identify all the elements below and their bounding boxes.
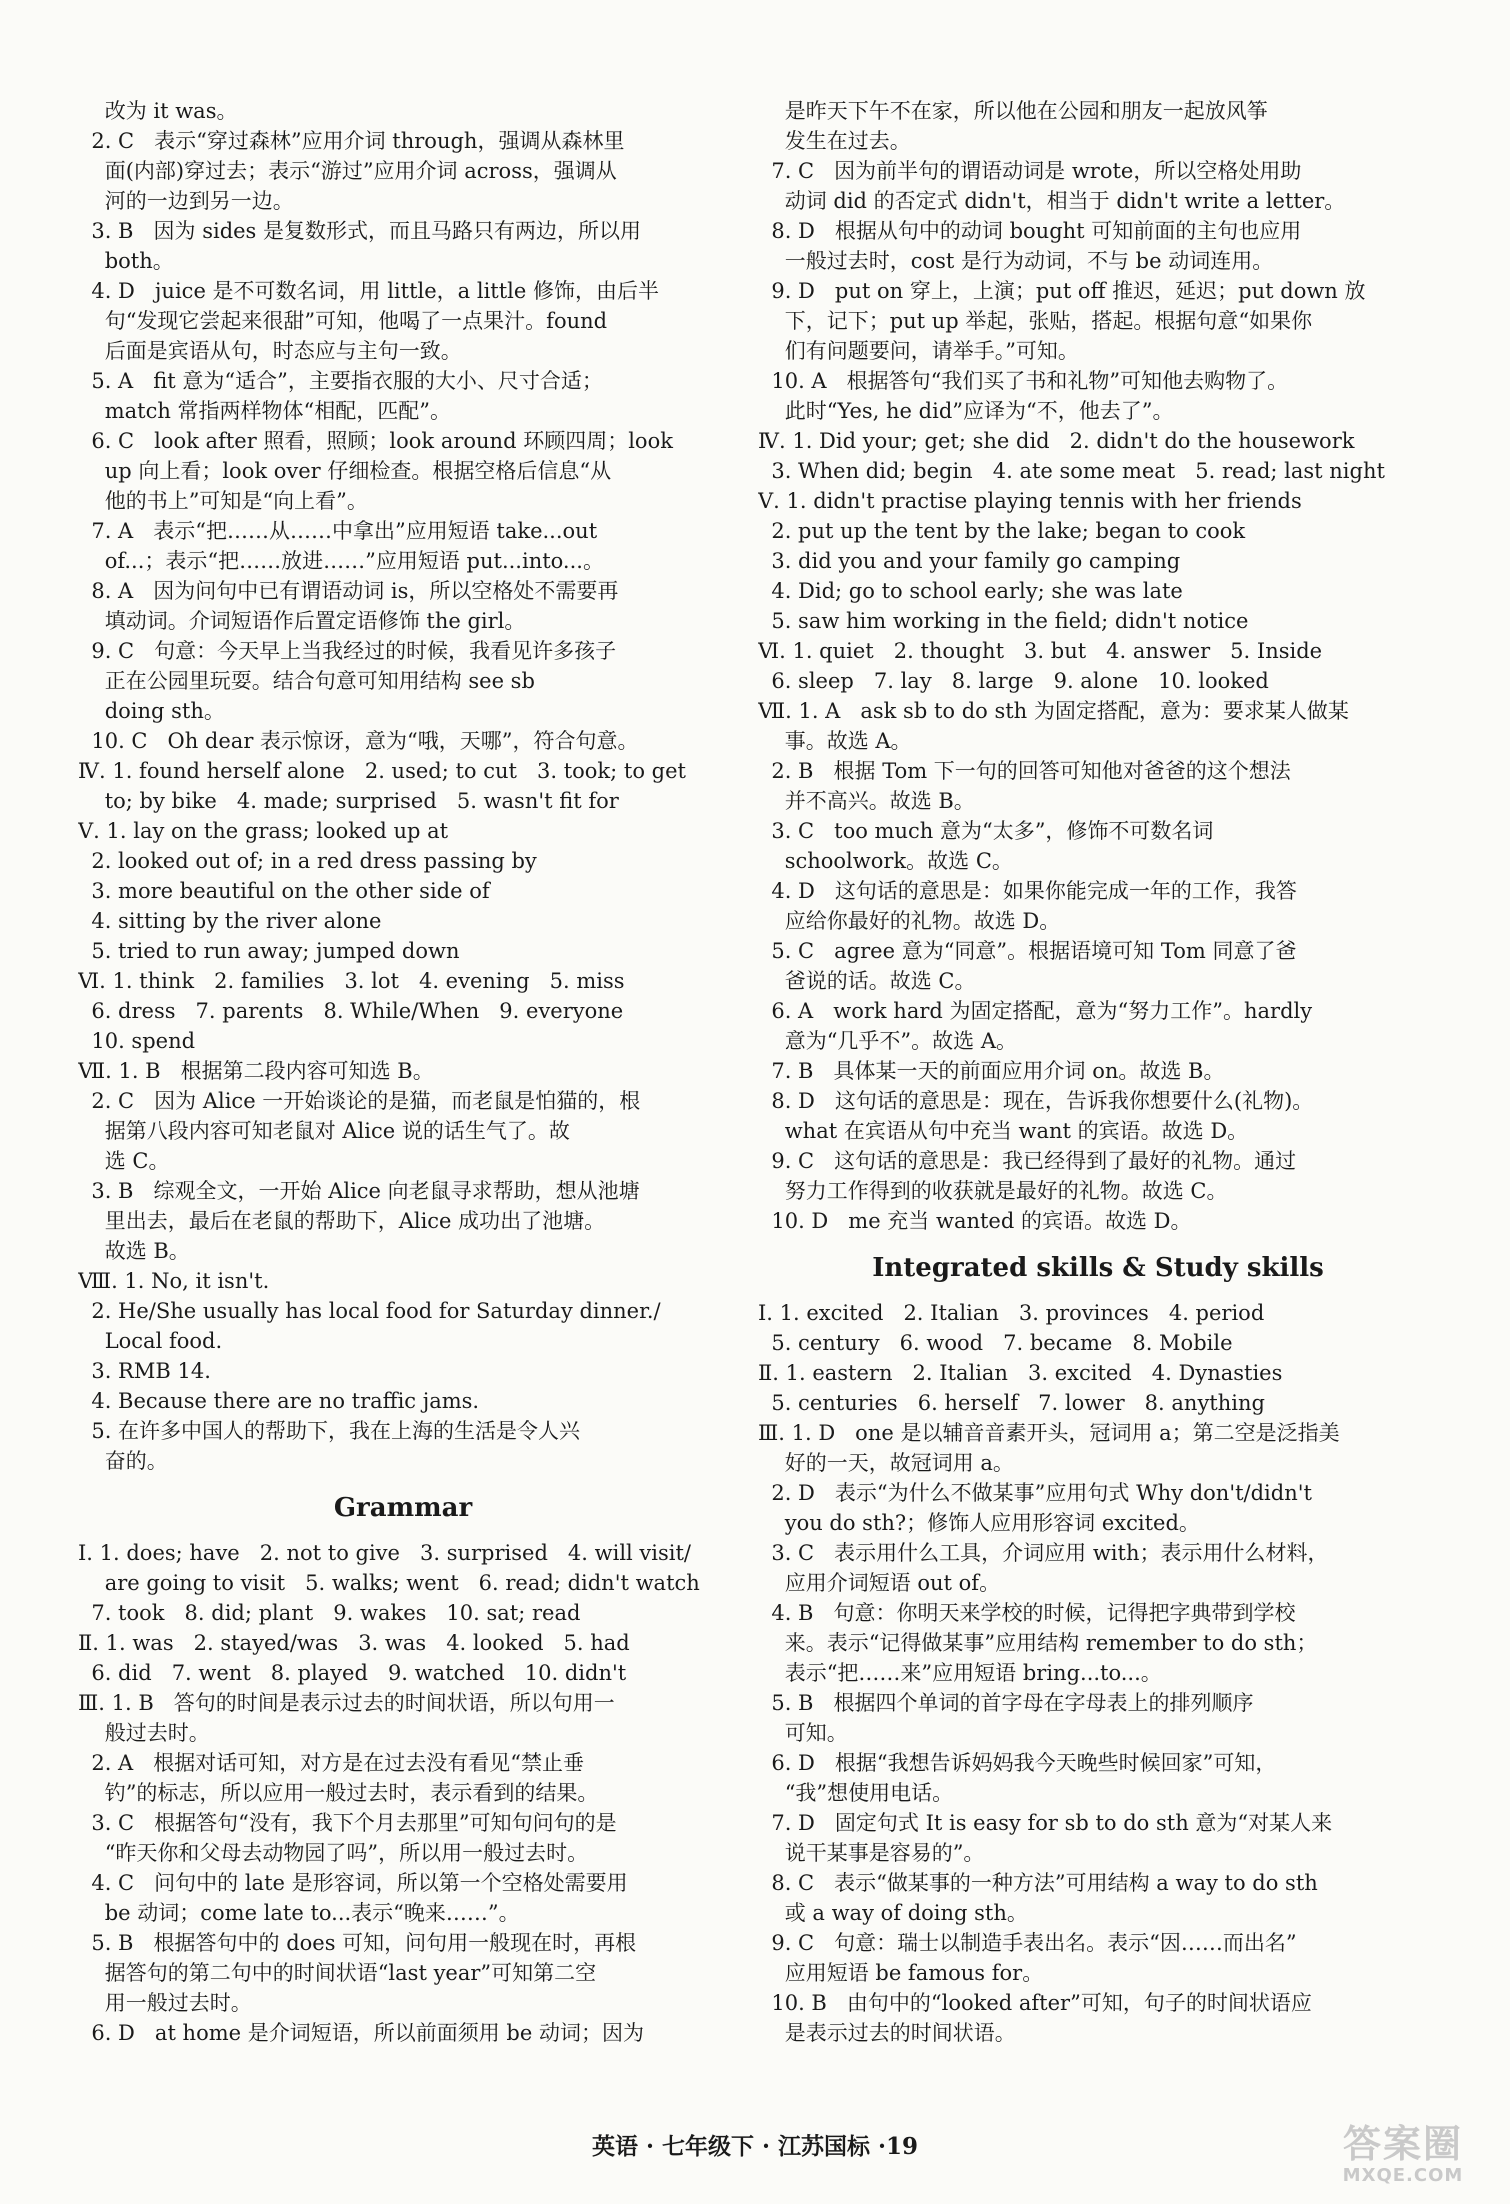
answer-line: schoolwork。故选 C。 (758, 849, 1013, 873)
answer-line: 3. C too much 意为“太多”，修饰不可数名词 (758, 819, 1214, 843)
left-column (78, 96, 728, 2048)
answer-line: 应给你最好的礼物。故选 D。 (758, 909, 1061, 933)
grammar-heading: Grammar (333, 1493, 473, 1523)
answer-line: of...；表示“把……放进……”应用短语 put...into...。 (78, 549, 604, 573)
answer-line: 般过去时。 (78, 1721, 210, 1745)
answer-line: 7. took 8. did; plant 9. wakes 10. sat; read (78, 1601, 581, 1625)
answer-line: 2. put up the tent by the lake; began to cook (758, 519, 1246, 543)
answer-line: 2. looked out of; in a red dress passing by (78, 849, 537, 873)
answer-line: Ⅴ. 1. didn't practise playing tennis with her friends (758, 489, 1302, 513)
answer-line: 说干某事是容易的”。 (758, 1841, 985, 1865)
answer-line: 4. Did; go to school early; she was late (758, 579, 1183, 603)
answer-line: 8. A 因为问句中已有谓语动词 is，所以空格处不需要再 (78, 579, 619, 603)
answer-line: Ⅶ. 1. B 根据第二段内容可知选 B。 (78, 1059, 434, 1083)
answer-line: Ⅳ. 1. Did your; get; she did 2. didn't do the housework (758, 429, 1355, 453)
answer-line: 7. A 表示“把……从……中拿出”应用短语 take...out (78, 519, 598, 543)
answer-line: 事。故选 A。 (758, 729, 912, 753)
answer-line: 他的书上”可知是“向上看”。 (78, 489, 368, 513)
answer-line: 8. D 根据从句中的动词 bought 可知前面的主句也应用 (758, 219, 1302, 243)
answer-line: Ⅲ. 1. D one 是以辅音音素开头，冠词用 a；第二空是泛指美 (758, 1421, 1340, 1445)
answer-line: 努力工作得到的收获就是最好的礼物。故选 C。 (758, 1179, 1228, 1203)
answer-line: 可知。 (758, 1721, 848, 1745)
answer-line: match 常指两样物体“相配，匹配”。 (78, 399, 452, 423)
page-footer: 英语 · 七年级下 · 江苏国标 ·19 (591, 2133, 919, 2160)
right-answers-part1 (758, 96, 1438, 1236)
answer-line: 7. C 因为前半句的谓语动词是 wrote，所以空格处用助 (758, 159, 1302, 183)
answer-line: Local food. (78, 1329, 223, 1353)
answer-line: 填动词。介词短语作后置定语修饰 the girl。 (78, 609, 526, 633)
left-answers-part1 (78, 96, 728, 1476)
answer-line: 一般过去时，cost 是行为动词，不与 be 动词连用。 (758, 249, 1274, 273)
answer-line: 6. did 7. went 8. played 9. watched 10. didn't (78, 1661, 627, 1685)
answer-line: 10. B 由句中的“looked after”可知，句子的时间状语应 (758, 1991, 1312, 2015)
answer-line: 爸说的话。故选 C。 (758, 969, 976, 993)
answer-line: 钓”的标志，所以应用一般过去时，表示看到的结果。 (78, 1781, 599, 1805)
answer-line: 10. D me 充当 wanted 的宾语。故选 D。 (758, 1209, 1192, 1233)
right-answers-part2 (758, 1298, 1438, 2048)
answer-line: “昨天你和父母去动物园了吗”，所以用一般过去时。 (78, 1841, 589, 1865)
answer-line: 5. centuries 6. herself 7. lower 8. anything (758, 1391, 1265, 1415)
answer-line: 5. century 6. wood 7. became 8. Mobile (758, 1331, 1233, 1355)
answer-line: 9. C 句意：瑞士以制造手表出名。表示“因……而出名” (758, 1931, 1297, 1955)
answer-line: Ⅶ. 1. A ask sb to do sth 为固定搭配，意为：要求某人做某 (758, 699, 1349, 723)
answer-line: 据答句的第二句中的时间状语“last year”可知第二空 (78, 1961, 597, 1985)
answer-line: 4. D 这句话的意思是：如果你能完成一年的工作，我答 (758, 879, 1297, 903)
answer-line: Ⅵ. 1. quiet 2. thought 3. but 4. answer 5. Inside (758, 639, 1323, 663)
answer-line: Ⅱ. 1. was 2. stayed/was 3. was 4. looked 5. had (78, 1631, 630, 1655)
answer-line: 意为“几乎不”。故选 A。 (758, 1029, 1018, 1053)
answer-line: 6. D at home 是介词短语，所以前面须用 be 动词；因为 (78, 2021, 644, 2045)
answer-line: 3. RMB 14. (78, 1359, 211, 1383)
answer-line: 此时“Yes, he did”应译为“不，他去了”。 (758, 399, 1174, 423)
watermark-logo (1318, 2122, 1488, 2194)
answer-line: Ⅲ. 1. B 答句的时间是表示过去的时间状语，所以句用一 (78, 1691, 615, 1715)
answer-line: 5. B 根据答句中的 does 可知，问句用一般现在时，再根 (78, 1931, 637, 1955)
answer-line: 6. dress 7. parents 8. While/When 9. everyone (78, 999, 624, 1023)
answer-line: 动词 did 的否定式 didn't，相当于 didn't write a letter。 (758, 189, 1346, 213)
answer-line: 3. C 表示用什么工具，介词应用 with；表示用什么材料， (758, 1541, 1329, 1565)
answer-line: 3. B 因为 sides 是复数形式，而且马路只有两边，所以用 (78, 219, 642, 243)
answer-line: 2. He/She usually has local food for Saturday dinner./ (78, 1299, 661, 1323)
answer-line: 好的一天，故冠词用 a。 (758, 1451, 1014, 1475)
answer-line: doing sth。 (78, 699, 225, 723)
answer-line: 是表示过去的时间状语。 (758, 2021, 1016, 2045)
answer-line: what 在宾语从句中充当 want 的宾语。故选 D。 (758, 1119, 1249, 1143)
answer-line: 4. D juice 是不可数名词，用 little，a little 修饰，由后半 (78, 279, 659, 303)
answer-line: 6. C look after 照看，照顾；look around 环顾四周；look (78, 429, 673, 453)
answer-line: 用一般过去时。 (78, 1991, 252, 2015)
answer-line: 故选 B。 (78, 1239, 190, 1263)
answer-line: 下，记下；put up 举起，张贴，搭起。根据句意“如果你 (758, 309, 1313, 333)
answer-line: 面(内部)穿过去；表示“游过”应用介词 across，强调从 (78, 159, 617, 183)
answer-line: to; by bike 4. made; surprised 5. wasn't fit for (78, 789, 619, 813)
answer-line: 7. D 固定句式 It is easy for sb to do sth 意为“对某人来 (758, 1811, 1333, 1835)
answer-line: 6. A work hard 为固定搭配，意为“努力工作”。hardly (758, 999, 1313, 1023)
answer-line: 3. B 综观全文，一开始 Alice 向老鼠寻求帮助，想从池塘 (78, 1179, 640, 1203)
answer-line: 2. A 根据对话可知，对方是在过去没有看见“禁止垂 (78, 1751, 584, 1775)
answer-line: 2. C 表示“穿过森林”应用介词 through，强调从森林里 (78, 129, 625, 153)
answer-line: 9. C 这句话的意思是：我已经得到了最好的礼物。通过 (758, 1149, 1297, 1173)
answer-line: 5. saw him working in the field; didn't notice (758, 609, 1249, 633)
left-answers-part2 (78, 1538, 728, 2048)
answer-line: 3. more beautiful on the other side of (78, 879, 490, 903)
answer-line: 据第八段内容可知老鼠对 Alice 说的话生气了。故 (78, 1119, 570, 1143)
answer-line: are going to visit 5. walks; went 6. read; didn't watch (78, 1571, 700, 1595)
answer-line: 5. C agree 意为“同意”。根据语境可知 Tom 同意了爸 (758, 939, 1297, 963)
answer-line: 们有问题要问，请举手。”可知。 (758, 339, 1079, 363)
answer-line: 或 a way of doing sth。 (758, 1901, 1028, 1925)
answer-line: 3. When did; begin 4. ate some meat 5. read; last night (758, 459, 1385, 483)
watermark-text: 答案圈 (1342, 2122, 1463, 2166)
answer-line: Ⅷ. 1. No, it isn't. (78, 1269, 270, 1293)
answer-line: 6. sleep 7. lay 8. large 9. alone 10. looked (758, 669, 1269, 693)
answer-line: 应用短语 be famous for。 (758, 1961, 1044, 1985)
answer-line: 句“发现它尝起来很甜”可知，他喝了一点果汁。found (78, 309, 608, 333)
answer-line: 表示“把……来”应用短语 bring...to...。 (758, 1661, 1162, 1685)
answer-line: 6. D 根据“我想告诉妈妈我今天晚些时候回家”可知， (758, 1751, 1277, 1775)
answer-line: 河的一边到另一边。 (78, 189, 294, 213)
answer-line: 7. B 具体某一天的前面应用介词 on。故选 B。 (758, 1059, 1225, 1083)
answer-line: 5. A fit 意为“适合”，主要指衣服的大小、尺寸合适； (78, 369, 603, 393)
answer-line: 是昨天下午不在家，所以他在公园和朋友一起放风筝 (758, 99, 1268, 123)
answer-line: 改为 it was。 (78, 99, 238, 123)
answer-line: 来。表示“记得做某事”应用结构 remember to do sth； (758, 1631, 1318, 1655)
answer-line: 9. D put on 穿上，上演；put off 推迟，延迟；put down 放 (758, 279, 1366, 303)
answer-line: 选 C。 (78, 1149, 170, 1173)
answer-line: Ⅱ. 1. eastern 2. Italian 3. excited 4. Dynasties (758, 1361, 1283, 1385)
answer-line: 正在公园里玩耍。结合句意可知用结构 see sb (78, 669, 535, 693)
answer-line: 5. B 根据四个单词的首字母在字母表上的排列顺序 (758, 1691, 1254, 1715)
answer-line: 2. D 表示“为什么不做某事”应用句式 Why don't/didn't (758, 1481, 1312, 1505)
answer-line: 3. did you and your family go camping (758, 549, 1181, 573)
answer-line: Ⅰ. 1. does; have 2. not to give 3. surprised 4. will visit/ (78, 1541, 692, 1565)
answer-line: 后面是宾语从句，时态应与主句一致。 (78, 339, 462, 363)
answer-line: 奋的。 (78, 1449, 168, 1473)
answer-line: 10. A 根据答句“我们买了书和礼物”可知他去购物了。 (758, 369, 1289, 393)
answer-line: 5. 在许多中国人的帮助下，我在上海的生活是令人兴 (78, 1419, 581, 1443)
answer-line: 并不高兴。故选 B。 (758, 789, 975, 813)
answer-line: 2. B 根据 Tom 下一句的回答可知他对爸爸的这个想法 (758, 759, 1291, 783)
answer-line: Ⅴ. 1. lay on the grass; looked up at (78, 819, 449, 843)
answer-line: up 向上看；look over 仔细检查。根据空格后信息“从 (78, 459, 612, 483)
answer-line: be 动词；come late to...表示“晚来……”。 (78, 1901, 520, 1925)
answer-line: 应用介词短语 out of。 (758, 1571, 1001, 1595)
answer-line: 2. C 因为 Alice 一开始谈论的是猫，而老鼠是怕猫的，根 (78, 1089, 641, 1113)
answer-line: you do sth?；修饰人应用形容词 excited。 (758, 1511, 1200, 1535)
answer-line: 9. C 句意：今天早上当我经过的时候，我看见许多孩子 (78, 639, 617, 663)
answer-line: Ⅳ. 1. found herself alone 2. used; to cut 3. took; to get (78, 759, 686, 783)
answer-line: 3. C 根据答句“没有，我下个月去那里”可知句问句的是 (78, 1811, 617, 1835)
answer-line: 4. Because there are no traffic jams. (78, 1389, 480, 1413)
answer-line: 10. C Oh dear 表示惊讶，意为“哦，天哪”，符合句意。 (78, 729, 639, 753)
answer-line: 4. sitting by the river alone (78, 909, 382, 933)
answer-line: 8. C 表示“做某事的一种方法”可用结构 a way to do sth (758, 1871, 1318, 1895)
answer-line: “我”想使用电话。 (758, 1781, 954, 1805)
answer-line: Ⅵ. 1. think 2. families 3. lot 4. evening 5. miss (78, 969, 625, 993)
answer-line: Ⅰ. 1. excited 2. Italian 3. provinces 4. period (758, 1301, 1265, 1325)
skills-heading: Integrated skills & Study skills (872, 1253, 1324, 1283)
answer-line: both。 (78, 249, 174, 273)
answer-line: 里出去，最后在老鼠的帮助下，Alice 成功出了池塘。 (78, 1209, 606, 1233)
answer-line: 5. tried to run away; jumped down (78, 939, 460, 963)
answer-line: 发生在过去。 (758, 129, 911, 153)
answer-line: 4. B 句意：你明天来学校的时候，记得把字典带到学校 (758, 1601, 1296, 1625)
answer-line: 8. D 这句话的意思是：现在，告诉我你想要什么(礼物)。 (758, 1089, 1314, 1113)
answer-line: 4. C 问句中的 late 是形容词，所以第一个空格处需要用 (78, 1871, 628, 1895)
watermark-url: MXQE.COM (1342, 2165, 1464, 2186)
right-column (758, 96, 1438, 2048)
answer-line: 10. spend (78, 1029, 196, 1053)
